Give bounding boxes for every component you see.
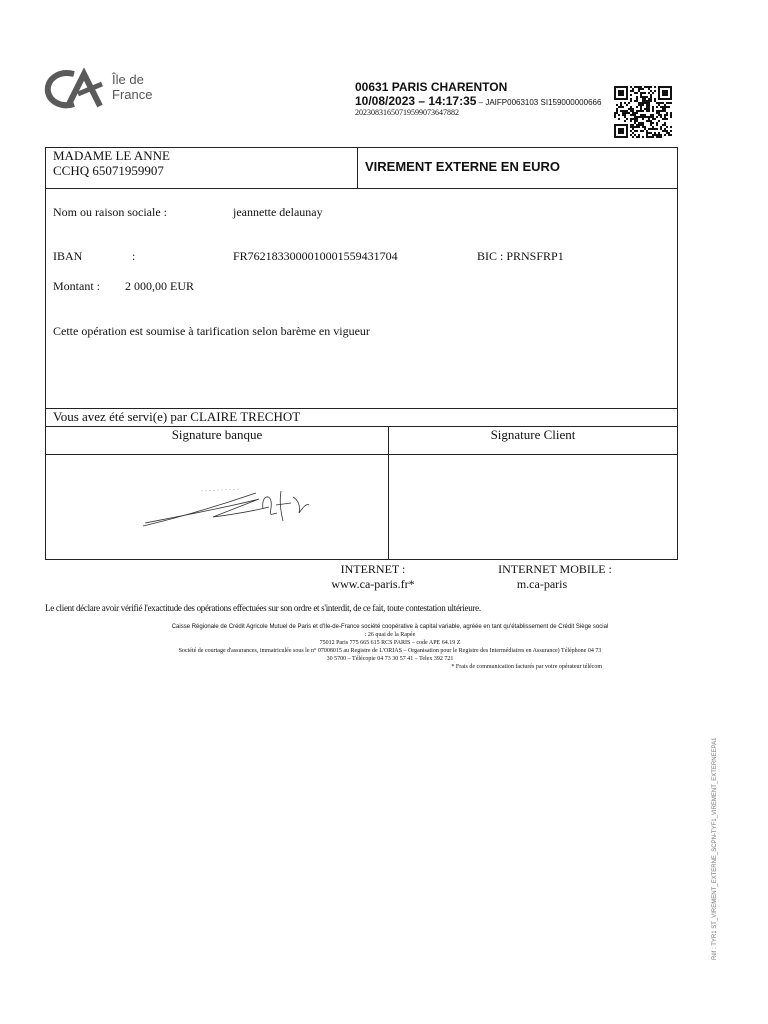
- client-disclaimer: Le client déclare avoir vérifié l'exactitude des opérations effectuées sur son ordre et s'interdit, de ce fait, toute contestation ultérieure.: [45, 603, 481, 613]
- iban-value: FR7621833000010001559431704: [233, 249, 398, 263]
- datetime-value: 10/08/2023 – 14:17:35: [355, 94, 477, 108]
- client-cell: [46, 148, 358, 188]
- internet-url[interactable]: www.ca-paris.fr*: [331, 577, 415, 591]
- internet-mobile-url[interactable]: m.ca-paris: [516, 577, 568, 591]
- name-label: Nom ou raison sociale :: [53, 205, 167, 219]
- divider: [46, 188, 677, 189]
- divider: [46, 454, 677, 455]
- side-reference: Réf : TYR1 ST_VIREMENT_EXTERNE_SCPN-TYF1_VIREMENT_EXTERNEEPA1: [712, 737, 718, 960]
- signature-bank-label: Signature banque: [171, 427, 263, 442]
- footer-line: Société de courtage d'assurances, immatriculée sous le n° 07008015 au Registre de L'ORIAS – Organisation pour le Registre des Intermédiaires en Assurance) Téléphone 04 73: [178, 648, 602, 654]
- iban-label: IBAN: [53, 249, 83, 263]
- bank-logo: [44, 68, 164, 110]
- logo-text-line2: France: [112, 87, 153, 102]
- logo-text-line1: Île de: [112, 72, 144, 87]
- branch-name: 00631 PARIS CHARENTON: [355, 80, 508, 94]
- amount-label: Montant :: [53, 279, 100, 293]
- operation-datetime: [355, 94, 601, 108]
- internet-mobile-label: INTERNET MOBILE :: [498, 562, 612, 576]
- transfer-form: [45, 147, 678, 560]
- fee-note: Cette opération est soumise à tarification selon barème en vigueur: [53, 324, 370, 338]
- footer-line: Caisse Régionale de Crédit Agricole Mutuel de Paris et d'Ile-de-France société coopérative à capital variable, agréée en tant qu'établissement de Crédit Siège social: [171, 624, 609, 630]
- bic-value: BIC : PRNSFRP1: [477, 249, 564, 263]
- amount-value: 2 000,00 EUR: [125, 279, 194, 293]
- qr-code-icon: [614, 86, 672, 138]
- footer-line: 75012 Paris 775 665 615 RCS PARIS – code APE 64.19 Z: [319, 640, 461, 646]
- client-id: CCHQ 65071959907: [53, 163, 164, 178]
- served-by: Vous avez été servi(e) par CLAIRE TRECHOT: [53, 409, 301, 424]
- ca-logo-icon: [44, 68, 106, 110]
- operation-ref: – JAIFP0063103 SI159000000666: [476, 98, 602, 107]
- bank-signature: [141, 483, 311, 538]
- footer-line: * Frais de communication facturés par votre opérateur télécom: [451, 664, 602, 670]
- barcode-number: 20230831650719599073647882: [355, 108, 459, 117]
- signature-client-label: Signature Client: [490, 427, 576, 442]
- footer-line: 30 5700 – Télécopie 04 73 30 57 41 – Telex 392 721: [326, 656, 454, 662]
- client-name: MADAME LE ANNE: [53, 148, 170, 163]
- iban-colon: :: [132, 249, 136, 263]
- footer-line: : 26 quai de la Rapée: [364, 632, 416, 638]
- form-title: VIREMENT EXTERNE EN EURO: [365, 159, 561, 174]
- legal-footer: [70, 623, 710, 671]
- internet-label: INTERNET :: [340, 562, 406, 576]
- name-value: jeannette delaunay: [233, 205, 323, 219]
- signature-divider: [388, 427, 389, 559]
